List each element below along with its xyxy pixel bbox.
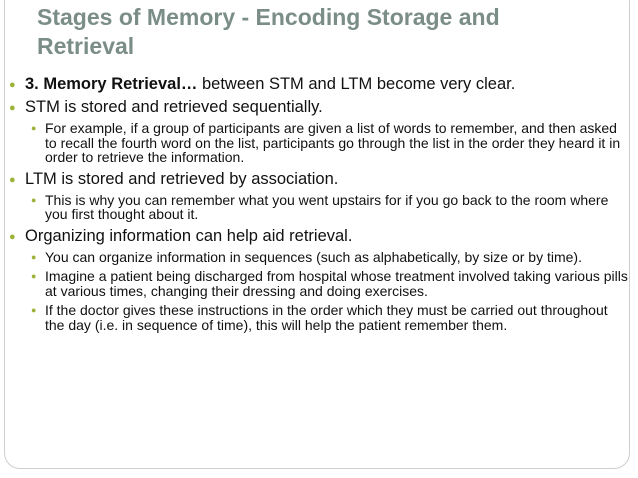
sub-bullet-text: This is why you can remember what you went upstairs for if you go back to the room where you first thought about it.: [45, 191, 609, 222]
bullet-icon: ●: [9, 102, 16, 114]
sub-bullet-stm-example: [8, 121, 628, 165]
bullet-icon: ●: [9, 230, 16, 243]
bullet-text: between STM and LTM become very clear.: [197, 75, 516, 93]
sub-bullet-icon: ●: [31, 305, 37, 315]
sub-bullet-ltm-example: [8, 193, 628, 222]
bullet-text: Organizing information can help aid retrieval.: [25, 226, 353, 245]
slide-body: [8, 75, 628, 337]
bullet-stm: [8, 98, 628, 116]
sub-bullet-patient: [8, 269, 628, 298]
sub-bullet-doctor: [8, 303, 628, 332]
bullet-ltm: [8, 170, 628, 188]
sub-bullet-text: If the doctor gives these instructions in the order which they must be carried out throughout the day (i.e. in sequence of time), this will help the patient remember them.: [45, 302, 608, 333]
bullet-icon: ●: [9, 173, 16, 186]
bullet-organizing: [8, 227, 628, 245]
bullet-text: STM is stored and retrieved sequentially.: [25, 98, 323, 116]
sub-bullet-icon: ●: [31, 251, 37, 262]
sub-bullet-icon: ●: [31, 271, 37, 281]
slide-title: Stages of Memory - Encoding Storage and Retrieval: [37, 4, 500, 59]
sub-bullet-text: Imagine a patient being discharged from hospital whose treatment involved taking various pills at various times, changing their dressing and doing exercises.: [45, 268, 628, 299]
bullet-icon: ●: [9, 79, 16, 91]
sub-bullet-icon: ●: [31, 123, 37, 133]
bullet-memory-retrieval: [8, 75, 628, 93]
bullet-lead: 3. Memory Retrieval…: [25, 75, 198, 93]
bullet-text: LTM is stored and retrieved by association.: [25, 169, 339, 188]
sub-bullet-sequences: [8, 250, 628, 265]
sub-bullet-text: For example, if a group of participants are given a list of words to remember, and then asked to recall the fourth word on the list, participants go through the list in the order they heard it in order to retrieve the information.: [45, 120, 621, 165]
sub-bullet-icon: ●: [31, 194, 37, 205]
sub-bullet-text: You can organize information in sequences (such as alphabetically, by size or by time).: [45, 248, 582, 265]
